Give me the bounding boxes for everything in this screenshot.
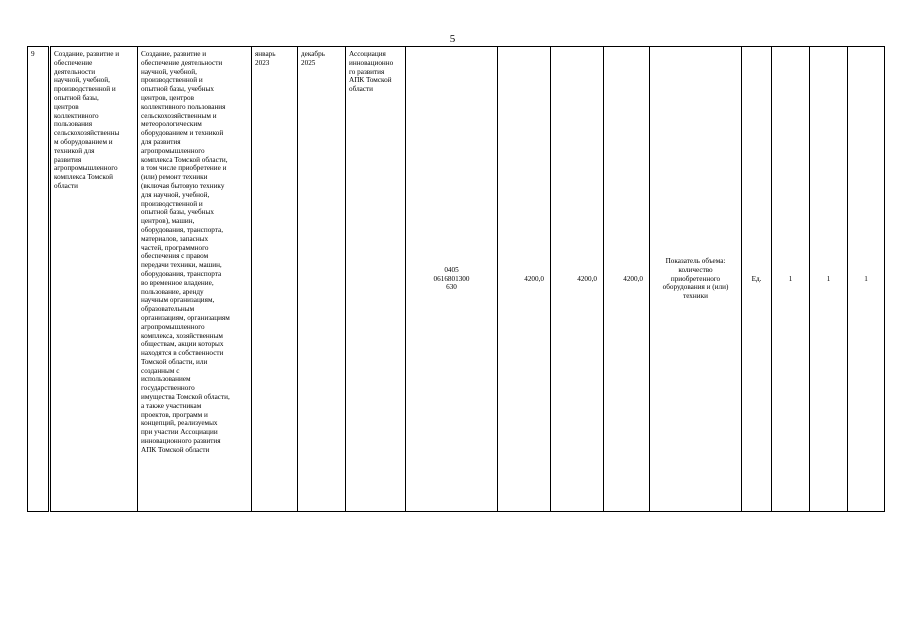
funding-2024-cell: 4200,0: [551, 47, 604, 512]
value-2024-cell: 1: [810, 47, 848, 512]
funding-2023-cell: 4200,0: [498, 47, 551, 512]
unit-cell: Ед.: [742, 47, 772, 512]
budget-code-cell: 0405 0616801300 630: [406, 47, 498, 512]
program-table: [27, 46, 885, 512]
value-2025-cell: 1: [848, 47, 885, 512]
indicator-cell: Показатель объема: количество приобретенного оборудования и (или) техники: [650, 47, 742, 512]
executor-cell: Ассоциация инновационно го развития АПК Томской области: [346, 47, 406, 512]
table-row: [28, 47, 885, 512]
event-description-cell: Создание, развитие и обеспечение деятельности научной, учебной, производственной и опытной базы, учебных центров, центров коллективного пользования сельскохозяйственным и метеорологическим оборудованием и техникой для развития агропромышленного комплекса Томской области, в том числе приобретение и (или) ремонт техники (включая бытовую технику для научной, учебной, производственной и опытной базы, учебных центров), машин, оборудования, транспорта, материалов, запасных частей, программного обеспечения с правом передачи техники, машин, оборудования, транспорта во временное владение, пользование, аренду научным организациям, образовательным организациям, организациям агропромышленного комплекса, хозяйственным обществам, акции которых находятся в собственности Томской области, или созданным с использованием государственного имущества Томской области, а также участникам проектов, программ и концепций, реализуемых при участии Ассоциации инновационного развития АПК Томской области: [138, 47, 252, 512]
value-2023-cell: 1: [772, 47, 810, 512]
funding-2025-cell: 4200,0: [604, 47, 650, 512]
event-name-cell: Создание, развитие и обеспечение деятельности научной, учебной, производственной и опытной базы, центров коллективного пользования сельскохозяйственны м оборудованием и техникой для развития агропромышленного комплекса Томской области: [50, 47, 138, 512]
start-date-cell: январь 2023: [252, 47, 298, 512]
row-number-cell: 9: [28, 47, 50, 512]
end-date-cell: декабрь 2025: [298, 47, 346, 512]
page-number: 5: [449, 33, 456, 45]
